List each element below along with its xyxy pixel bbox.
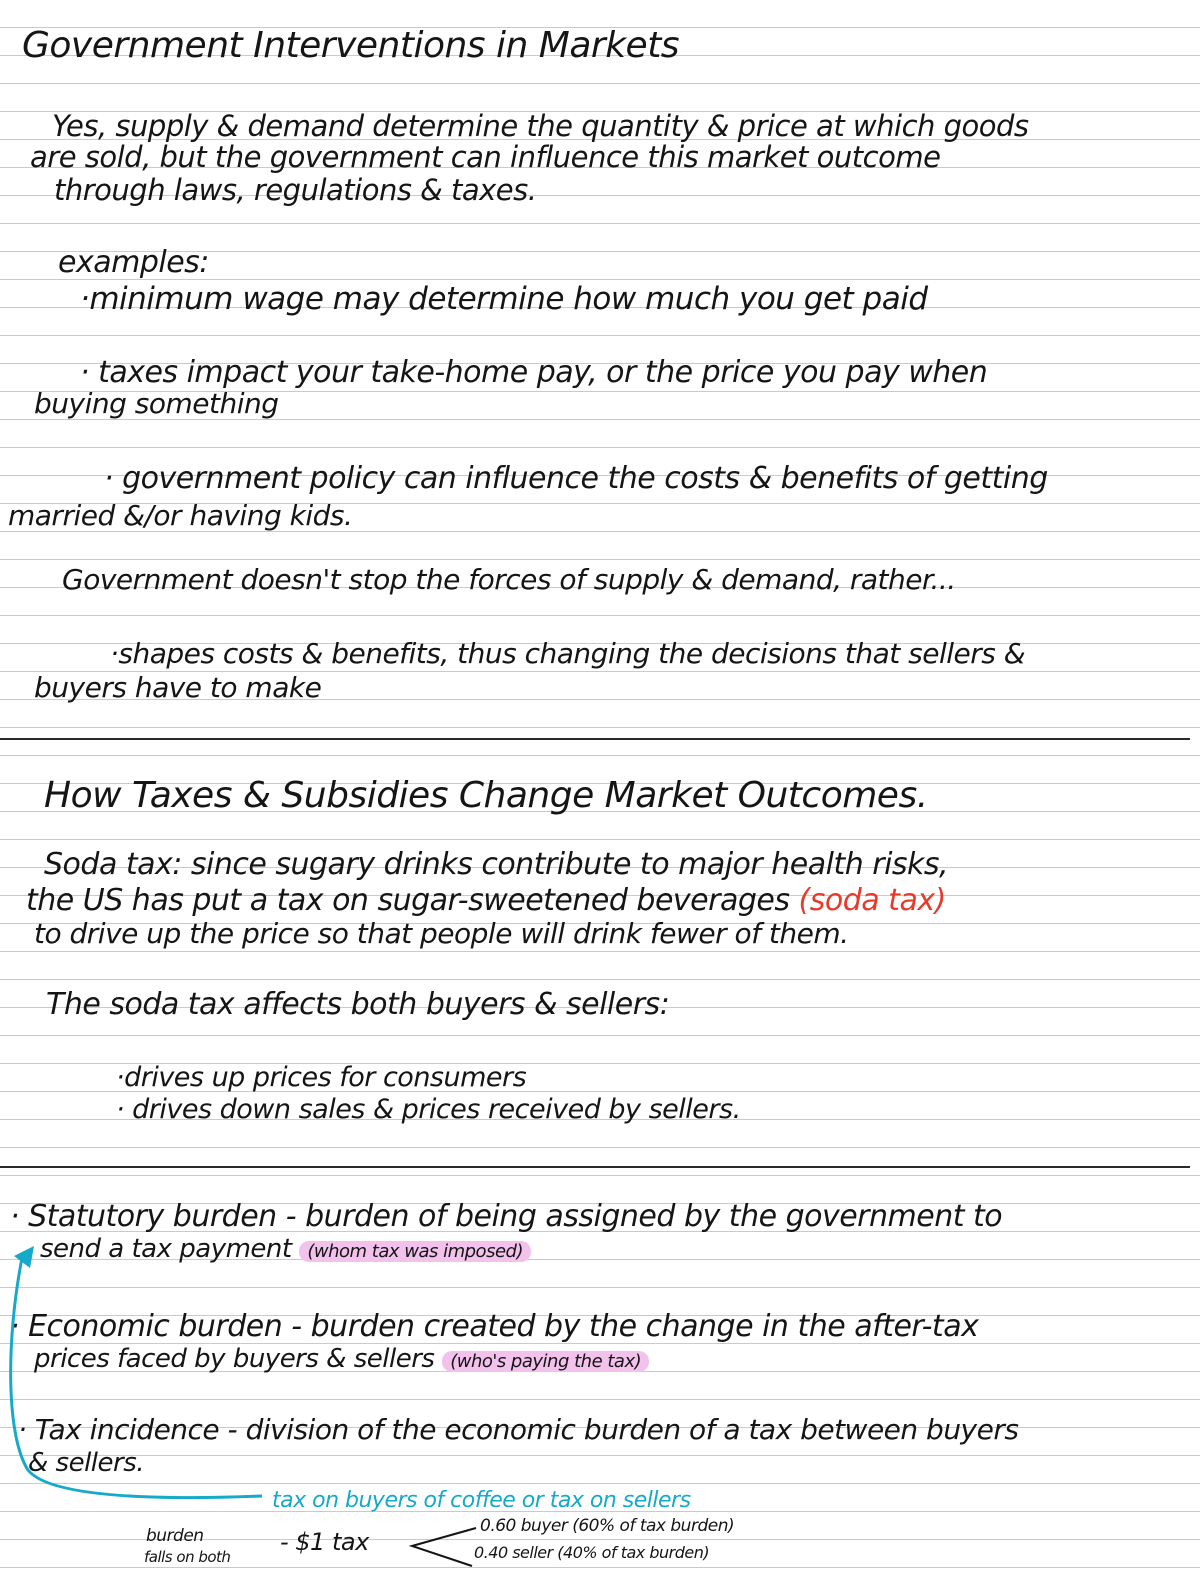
soda-bullet-prices: ·drives up prices for consumers: [116, 1062, 527, 1093]
soda-affects-statement: The soda tax affects both buyers & sellers:: [46, 987, 670, 1022]
soda-tax-line-3: to drive up the price so that people will drink fewer of them.: [34, 917, 849, 950]
burden-label-line-1: burden: [146, 1526, 204, 1546]
shapes-line-1: ·shapes costs & benefits, thus changing the decisions that sellers &: [110, 637, 1026, 670]
section-divider-1: [0, 738, 1190, 740]
statutory-burden-line-1: · Statutory burden - burden of being assigned by the government to: [10, 1199, 1003, 1234]
statutory-note-highlight: (whom tax was imposed): [299, 1241, 531, 1262]
government-statement: Government doesn't stop the forces of supply & demand, rather...: [62, 563, 956, 596]
soda-tax-tag: (soda tax): [798, 883, 946, 918]
split-bracket-icon: [412, 1528, 476, 1566]
example-minimum-wage: ·minimum wage may determine how much you get paid: [80, 281, 928, 317]
intro-line-3: through laws, regulations & taxes.: [54, 173, 537, 207]
economic-burden-line-1: · Economic burden - burden created by the change in the after-tax: [10, 1309, 979, 1344]
economic-burden-line-2: [34, 1346, 649, 1372]
economic-note-highlight: (who's paying the tax): [442, 1351, 649, 1372]
statutory-burden-line-2-text: send a tax payment: [40, 1234, 292, 1264]
example-policy-line-2: married &/or having kids.: [8, 499, 353, 532]
split-buyer: 0.60 buyer (60% of tax burden): [480, 1516, 735, 1536]
soda-tax-line-1: Soda tax: since sugary drinks contribute to major health risks,: [44, 847, 949, 882]
soda-tax-line-2: [26, 883, 946, 918]
statutory-burden-line-2: [40, 1236, 531, 1262]
tax-incidence-line-1: · Tax incidence - division of the economic burden of a tax between buyers: [18, 1413, 1019, 1446]
examples-label: examples:: [58, 245, 209, 280]
shapes-line-2: buyers have to make: [34, 671, 322, 704]
tax-on-buyers-or-sellers: tax on buyers of coffee or tax on sellers: [272, 1488, 691, 1513]
soda-bullet-sales: · drives down sales & prices received by sellers.: [116, 1094, 741, 1125]
tax-amount: - $1 tax: [280, 1528, 369, 1556]
economic-burden-line-2-text: prices faced by buyers & sellers: [34, 1344, 435, 1374]
example-taxes-line-2: buying something: [34, 387, 279, 420]
tax-incidence-line-2: & sellers.: [28, 1448, 145, 1478]
example-policy-line-1: · government policy can influence the costs & benefits of getting: [104, 461, 1048, 496]
example-taxes-line-1: · taxes impact your take-home pay, or the price you pay when: [80, 355, 988, 390]
split-seller: 0.40 seller (40% of tax burden): [474, 1543, 710, 1562]
soda-tax-line-2-text: the US has put a tax on sugar-sweetened beverages: [26, 883, 790, 918]
burden-label-line-2: falls on both: [144, 1548, 231, 1566]
section-divider-2: [0, 1166, 1190, 1168]
intro-line-2: are sold, but the government can influence this market outcome: [30, 140, 941, 174]
intro-line-1: Yes, supply & demand determine the quantity & price at which goods: [52, 109, 1029, 143]
teal-arrowhead-icon: [14, 1246, 34, 1268]
section-title-taxes-subsidies: How Taxes & Subsidies Change Market Outcomes.: [44, 775, 928, 816]
page-title: Government Interventions in Markets: [22, 25, 680, 66]
